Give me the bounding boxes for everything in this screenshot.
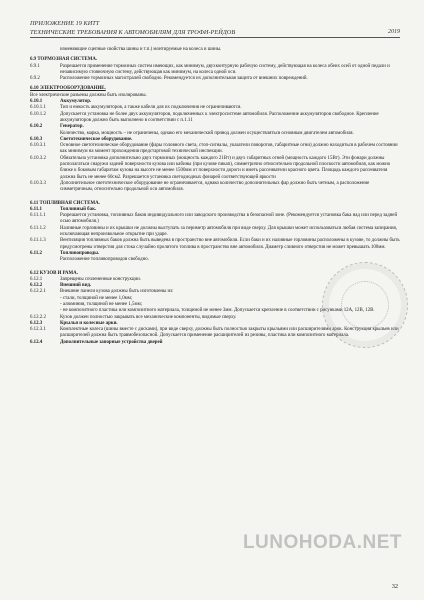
clause-number: 6.12.2 xyxy=(30,283,43,289)
section-electrical-title: 6.10 ЭЛЕКТРООБОРУДОВАНИЕ. xyxy=(30,86,106,92)
clause xyxy=(30,156,400,181)
clause-text: Основное светотехническое оборудование (фары головного света, стоп-сигналы, указатели поворотов, габаритные огни) должно находиться в рабочем состоянии как минимум на момент прохождения предстартовой технической инспекции. xyxy=(60,143,398,155)
section-fuel-title: 6.11 ТОПЛИВНАЯ СИСТЕМА. xyxy=(30,200,100,206)
section-lead: Все электрические разъемы должны быть изолированы. xyxy=(30,92,147,98)
site-watermark: LUNOHODA.NET xyxy=(242,532,402,553)
clause xyxy=(30,226,400,239)
clause-number: 6.11.1 xyxy=(30,206,42,212)
clause-text: Генератор. xyxy=(60,124,84,130)
section-body-title: 6.12 КУЗОВ И РАМА. xyxy=(30,270,78,276)
header-title: ТЕХНИЧЕСКИЕ ТРЕБОВАНИЯ К АВТОМОБИЛЯМ ДЛЯ ТРОФИ-РЕЙДОВ xyxy=(30,28,236,36)
clause xyxy=(30,213,400,226)
clause-number: 6.10.1.2 xyxy=(30,111,46,117)
clause-text: Кузов должен полностью закрывать все механические компоненты, видимые сверху. xyxy=(60,314,237,320)
header-rule xyxy=(30,37,400,38)
clause-number: 6.10.3.3 xyxy=(30,180,46,186)
header-appendix: ПРИЛОЖЕНИЕ 19 КИТТ xyxy=(30,20,100,27)
clause-number: 6.12.3 xyxy=(30,320,43,326)
clause-number: 6.10.3 xyxy=(30,136,43,142)
clause-number: 6.12.1 xyxy=(30,276,43,282)
clause-number xyxy=(30,257,60,263)
clause-number: 6.12.4 xyxy=(30,339,43,345)
clause-number: 6.11.1.2 xyxy=(30,225,46,231)
clause-text: Запрещены сочлененные конструкции. xyxy=(60,276,141,282)
clause-number: 6.11.1.3 xyxy=(30,238,46,244)
page-header xyxy=(30,20,400,46)
clause-text: Количество, марка, мощность – не ограничены, однако его механический привод должен осуществляться основным двигателем автомобиля. xyxy=(60,130,354,136)
header-year: 2019 xyxy=(388,29,400,35)
clause-number: 6.9.2 xyxy=(30,76,40,82)
clause-number: 6.10.3.2 xyxy=(30,155,46,161)
clause-number: 6.12.3.1 xyxy=(30,327,46,333)
clause-text: Расположение топливопроводов свободно. xyxy=(60,257,149,263)
clause-text: Дополнительное светотехническое оборудование не ограничивается, однако количество дополнительных фар должно быть четным, а расположение симметричным, относительно продольной оси автомобиля. xyxy=(60,180,370,193)
clause-number: 6.12.2.2 xyxy=(30,314,46,320)
intro-text: изменяющие сцепные свойства шины и т.п.) монтируемые на колеса и шины. xyxy=(60,47,222,52)
clause-text: Топливопроводы. xyxy=(60,250,100,256)
clause-text: Разрешается установка, топливных баков индивидуального или заводского производства в безопасной зоне. (Рекомендуется установка бака над или перед задней осью автомобиля.) xyxy=(60,213,398,225)
clause-number: 6.11.1.1 xyxy=(30,213,46,219)
round-seal-stamp xyxy=(322,262,408,348)
clause xyxy=(30,76,400,82)
clause-text: Комплектные колеса (шины вместе с дисками), при виде сверху, должны быть полностью закрыты крыльями или расширителями арок. Конструкция крыльев или расширителей должна быть травмобезопасной. Допускается применение расширителей из резины, пластика или композитного материала. xyxy=(60,327,399,339)
clause-number: 6.10.1.1 xyxy=(30,105,46,111)
clause xyxy=(30,181,400,194)
clause-number: 6.11.2 xyxy=(30,250,42,256)
clause-text: Топливный бак. xyxy=(60,206,97,212)
clause xyxy=(30,257,400,263)
page-number: 32 xyxy=(391,583,398,590)
clause xyxy=(30,238,400,251)
clause-text: Наливные горловины и их крышки не должны выступать за периметр автомобиля при виде сверху. Для крышки может использоваться любая система запирания, исключающая непроизвольное открытие при ударе. xyxy=(60,225,397,238)
clause-number: 6.10.1 xyxy=(30,99,43,105)
clause-text: Внешние панели кузова должны быть изготовлены из: - стали, толщиной не менее 1,0мм; - алюминия, толщиной не менее 1,5мм; - не композитного пластика или композитного материала, толщиной не менее 3мм. Допускается крепление в соответствии с рисунками 12А, 12В, 12В. xyxy=(60,289,375,314)
clause-text: Вентиляция топливных баков должна быть выведена в пространство вне автомобиля. Если баки и их наливные горловины расположены в кузове, то должны быть предусмотрены отверстия для стока случайно пролитого топлива в пространство вне автомобиля. Диаметр сливного отверстия не может превышать 100мм. xyxy=(60,238,400,250)
clause-text: Дополнительные запорные устройства дверей xyxy=(60,339,163,345)
clause xyxy=(30,112,400,125)
clause-text: Допускается установка не более двух аккумуляторов, подключенных к электросистеме автомобиля. Расположение аккумуляторов свободное. Крепление аккумуляторов должно быть выполнено в соответствии с п.1.11 xyxy=(60,111,379,123)
section-brakes-title: 6.9 ТОРМОЗНАЯ СИСТЕМА. xyxy=(30,57,98,63)
clause-number: 6.10.3.1 xyxy=(30,143,46,149)
clause-text: Аккумулятор. xyxy=(60,99,92,105)
clause-number: 6.10.2 xyxy=(30,124,43,130)
clause-text: Тип и емкость аккумуляторов, а также кабели для их подключения не ограничиваются. xyxy=(60,105,242,111)
clause xyxy=(30,143,400,156)
clause-text: Внешний вид. xyxy=(60,283,92,289)
clause-text: Крылья и колесные арки. xyxy=(60,320,118,326)
clause-number: 6.9.1 xyxy=(30,63,40,69)
clause-text: Светотехническое оборудование. xyxy=(60,136,133,142)
clause-text: Расположение тормозных магистралей свободно. Рекомендуется их дополнительная защита от внешних повреждений. xyxy=(60,76,308,82)
clause-text: Разрешается применение тормозных систем имеющих, как минимум, двухконтурную рабочую систему, действующая на колеса обеих осей от одной педали и независимую стояночную систему, действующая как минимум, на колеса одной оси. xyxy=(60,63,390,75)
clause xyxy=(30,64,400,77)
clause-number: 6.12.2.1 xyxy=(30,289,46,295)
clause-text: Обязательна установка дополнительно двух тормозных (мощность каждого 21Вт) и двух габаритных огней (мощность каждого 15Вт). Эти фонари должны располагаться снаружи задней поверхности кузова или кабины (при кузове пикап), симметрично относительно продольной плоскости автомобиля, как можно ближе к боковым габаритам кузова на высоте не менее 1500мм от поверхности дороги и иметь рассеиватели красного цвета. Площадь каждого рассеивателя должна быть не менее 60см2. Разрешается установка светодиодных фонарей соответствующей яркости xyxy=(60,155,391,180)
